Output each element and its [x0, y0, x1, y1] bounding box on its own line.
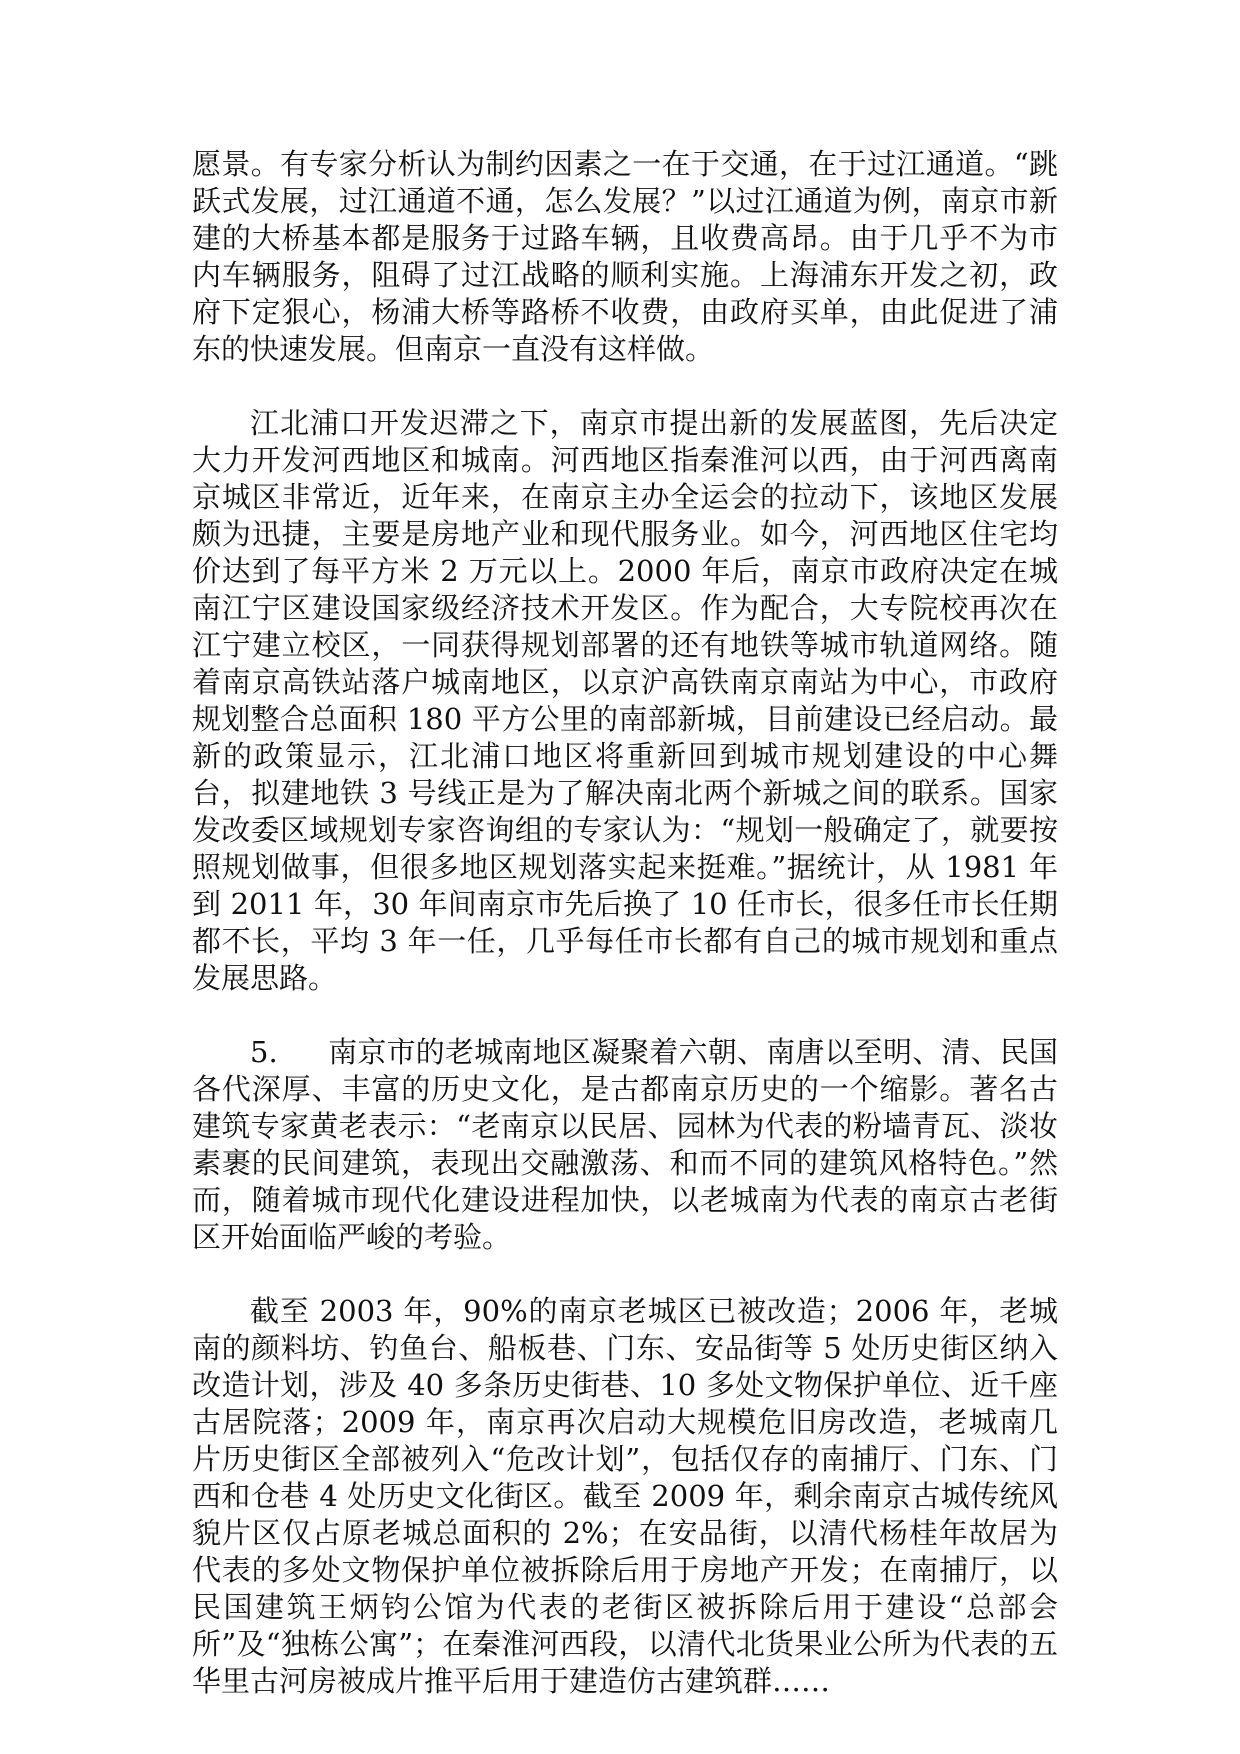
paragraph-gap [192, 997, 1058, 1034]
paragraph-1 [192, 146, 1058, 368]
paragraph-1-text: 愿景。有专家分析认为制约因素之一在于交通，在于过江通道。“跳跃式发展，过江通道不通，怎么发展？”以过江通道为例，南京市新建的大桥基本都是服务于过路车辆，且收费高昂。由于几乎不为市内车辆服务，阻碍了过江战略的顺利实施。上海浦东开发之初，政府下定狠心，杨浦大桥等路桥不收费，由政府买单，由此促进了浦东的快速发展。但南京一直没有这样做。 [192, 147, 1058, 366]
paragraph-2-text: 江北浦口开发迟滞之下，南京市提出新的发展蓝图，先后决定大力开发河西地区和城南。河西地区指秦淮河以西，由于河西离南京城区非常近，近年来，在南京主办全运会的拉动下，该地区发展颇为迅捷，主要是房地产业和现代服务业。如今，河西地区住宅均价达到了每平方米 2 万元以上。2000 年后，南京市政府决定在城南江宁区建设国家级经济技术开发区。作为配合，大专院校再次在江宁建立校区，一同获得规划部署的还有地铁等城市轨道网络。随着南京高铁站落户城南地区，以京沪高铁南京南站为中心，市政府规划整合总面积 180 平方公里的南部新城，目前建设已经启动。最新的政策显示，江北浦口地区将重新回到城市规划建设的中心舞台，拟建地铁 3 号线正是为了解决南北两个新城之间的联系。国家发改委区域规划专家咨询组的专家认为：“规划一般确定了，就要按照规划做事，但很多地区规划落实起来挺难。”据统计，从 1981 年到 2011 年，30 年间南京市先后换了 10 任市长，很多任市长任期都不长，平均 3 年一任，几乎每任市长都有自己的城市规划和重点发展思路。 [192, 406, 1058, 995]
paragraph-2 [192, 405, 1058, 997]
paragraph-4 [192, 1293, 1058, 1700]
paragraph-4-text: 截至 2003 年，90%的南京老城区已被改造；2006 年，老城南的颜料坊、钓鱼台、船板巷、门东、安品街等 5 处历史街区纳入改造计划，涉及 40 多条历史街巷、10 多处文物保护单位、近千座古居院落；2009 年，南京再次启动大规模危旧房改造，老城南几片历史街区全部被列入“危改计划”，包括仅存的南捕厅、门东、门西和仓巷 4 处历史文化街区。截至 2009 年，剩余南京古城传统风貌片区仅占原老城总面积的 2%；在安品街，以清代杨桂年故居为代表的多处文物保护单位被拆除后用于房地产开发；在南捕厅，以民国建筑王炳钧公馆为代表的老街区被拆除后用于建设“总部会所”及“独栋公寓”；在秦淮河西段，以清代北货果业公所为代表的五华里古河房被成片推平后用于建造仿古建筑群…… [192, 1294, 1058, 1698]
document-body [192, 146, 1058, 1700]
paragraph-gap [192, 1256, 1058, 1293]
paragraph-3 [192, 1034, 1058, 1256]
section-number: 5. [250, 1035, 278, 1069]
paragraph-gap [192, 368, 1058, 405]
paragraph-3-text: 南京市的老城南地区凝聚着六朝、南唐以至明、清、民国各代深厚、丰富的历史文化，是古都南京历史的一个缩影。著名古建筑专家黄老表示：“老南京以民居、园林为代表的粉墙青瓦、淡妆素裹的民间建筑，表现出交融激荡、和而不同的建筑风格特色。”然而，随着城市现代化建设进程加快，以老城南为代表的南京古老街区开始面临严峻的考验。 [192, 1035, 1058, 1254]
